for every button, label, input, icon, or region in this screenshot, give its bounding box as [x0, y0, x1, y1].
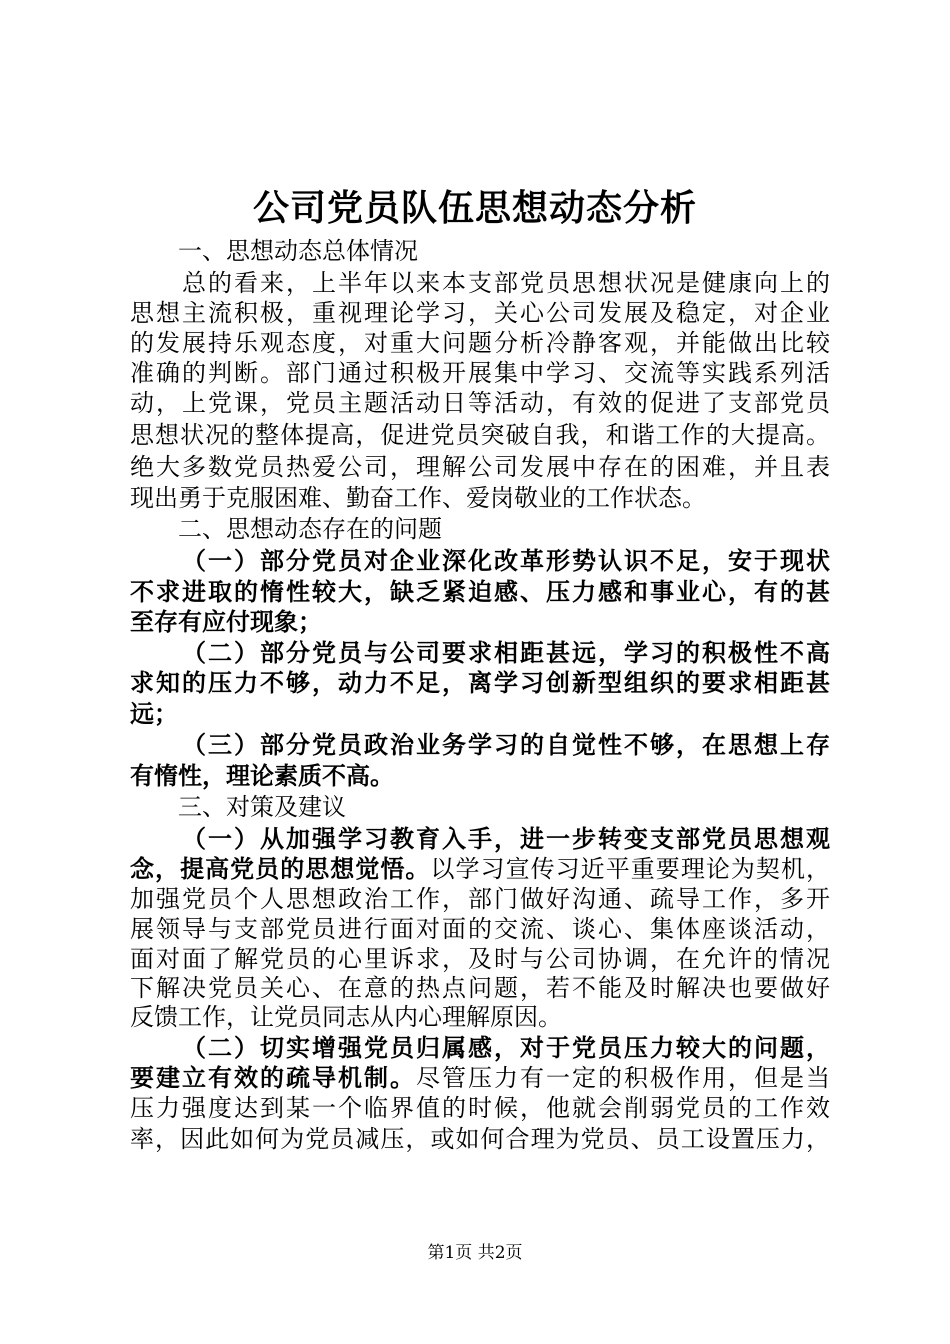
- section-heading-1: 一、思想动态总体情况: [178, 237, 418, 265]
- paragraph-line: 现出勇于克服困难、勤奋工作、爱岗敬业的工作状态。: [130, 484, 706, 512]
- measure-text: 以学习宣传习近平重要理论为契机，: [430, 855, 831, 883]
- paragraph-line: 的发展持乐观态度，对重大问题分析冷静客观，并能做出比较: [130, 329, 830, 357]
- measure-line: （一）从加强学习教育入手，进一步转变支部党员思想观: [182, 825, 830, 853]
- measure-line: （二）切实增强党员归属感，对于党员压力较大的问题，: [182, 1034, 830, 1062]
- section-heading-3: 三、对策及建议: [178, 793, 346, 821]
- paragraph-line: 动，上党课，党员主题活动日等活动，有效的促进了支部党员: [130, 389, 830, 417]
- paragraph-line: 绝大多数党员热爱公司，理解公司发展中存在的困难，并且表: [130, 453, 830, 481]
- paragraph-line: 反馈工作，让党员同志从内心理解原因。: [130, 1003, 562, 1031]
- measure-line: [130, 854, 830, 884]
- paragraph-line: 思想主流积极，重视理论学习，关心公司发展及稳定，对企业: [130, 299, 830, 327]
- measure-lead: 念，提高党员的思想觉悟。: [130, 855, 431, 883]
- paragraph-line: 下解决党员关心、在意的热点问题，若不能及时解决也要做好: [130, 974, 830, 1002]
- paragraph-line: 思想状况的整体提高，促进党员突破自我，和谐工作的大提高。: [130, 421, 830, 449]
- issue-line: （二）部分党员与公司要求相距甚远，学习的积极性不高: [182, 639, 830, 667]
- page-footer: 第1页 共2页: [427, 1243, 523, 1263]
- issue-line: 有惰性，理论素质不高。: [130, 762, 394, 790]
- issue-line: 至存有应付现象；: [130, 608, 322, 636]
- paragraph-line: 面对面了解党员的心里诉求，及时与公司协调，在允许的情况: [130, 945, 830, 973]
- paragraph-line: 展领导与支部党员进行面对面的交流、谈心、集体座谈活动，: [130, 915, 830, 943]
- paragraph-line: 准确的判断。部门通过积极开展集中学习、交流等实践系列活: [130, 359, 830, 387]
- paragraph-line: 总的看来，上半年以来本支部党员思想状况是健康向上的: [182, 269, 830, 297]
- measure-lead: 要建立有效的疏导机制。: [130, 1064, 416, 1092]
- paragraph-line: 压力强度达到某一个临界值的时候，他就会削弱党员的工作效: [130, 1094, 830, 1122]
- issue-line: 求知的压力不够，动力不足，离学习创新型组织的要求相距甚: [130, 669, 830, 697]
- issue-line: 不求进取的惰性较大，缺乏紧迫感、压力感和事业心，有的甚: [130, 578, 830, 606]
- paragraph-line: 率，因此如何为党员减压，或如何合理为党员、员工设置压力，: [130, 1125, 830, 1153]
- measure-text: 尽管压力有一定的积极作用，但是当: [416, 1064, 830, 1092]
- issue-line: （一）部分党员对企业深化改革形势认识不足，安于现状: [182, 547, 830, 575]
- section-heading-2: 二、思想动态存在的问题: [178, 515, 442, 543]
- measure-line: [130, 1063, 830, 1093]
- issue-line: 远；: [130, 700, 178, 728]
- paragraph-line: 加强党员个人思想政治工作，部门做好沟通、疏导工作，多开: [130, 885, 830, 913]
- issue-line: （三）部分党员政治业务学习的自觉性不够，在思想上存: [182, 731, 830, 759]
- document-title: 公司党员队伍思想动态分析: [252, 188, 697, 229]
